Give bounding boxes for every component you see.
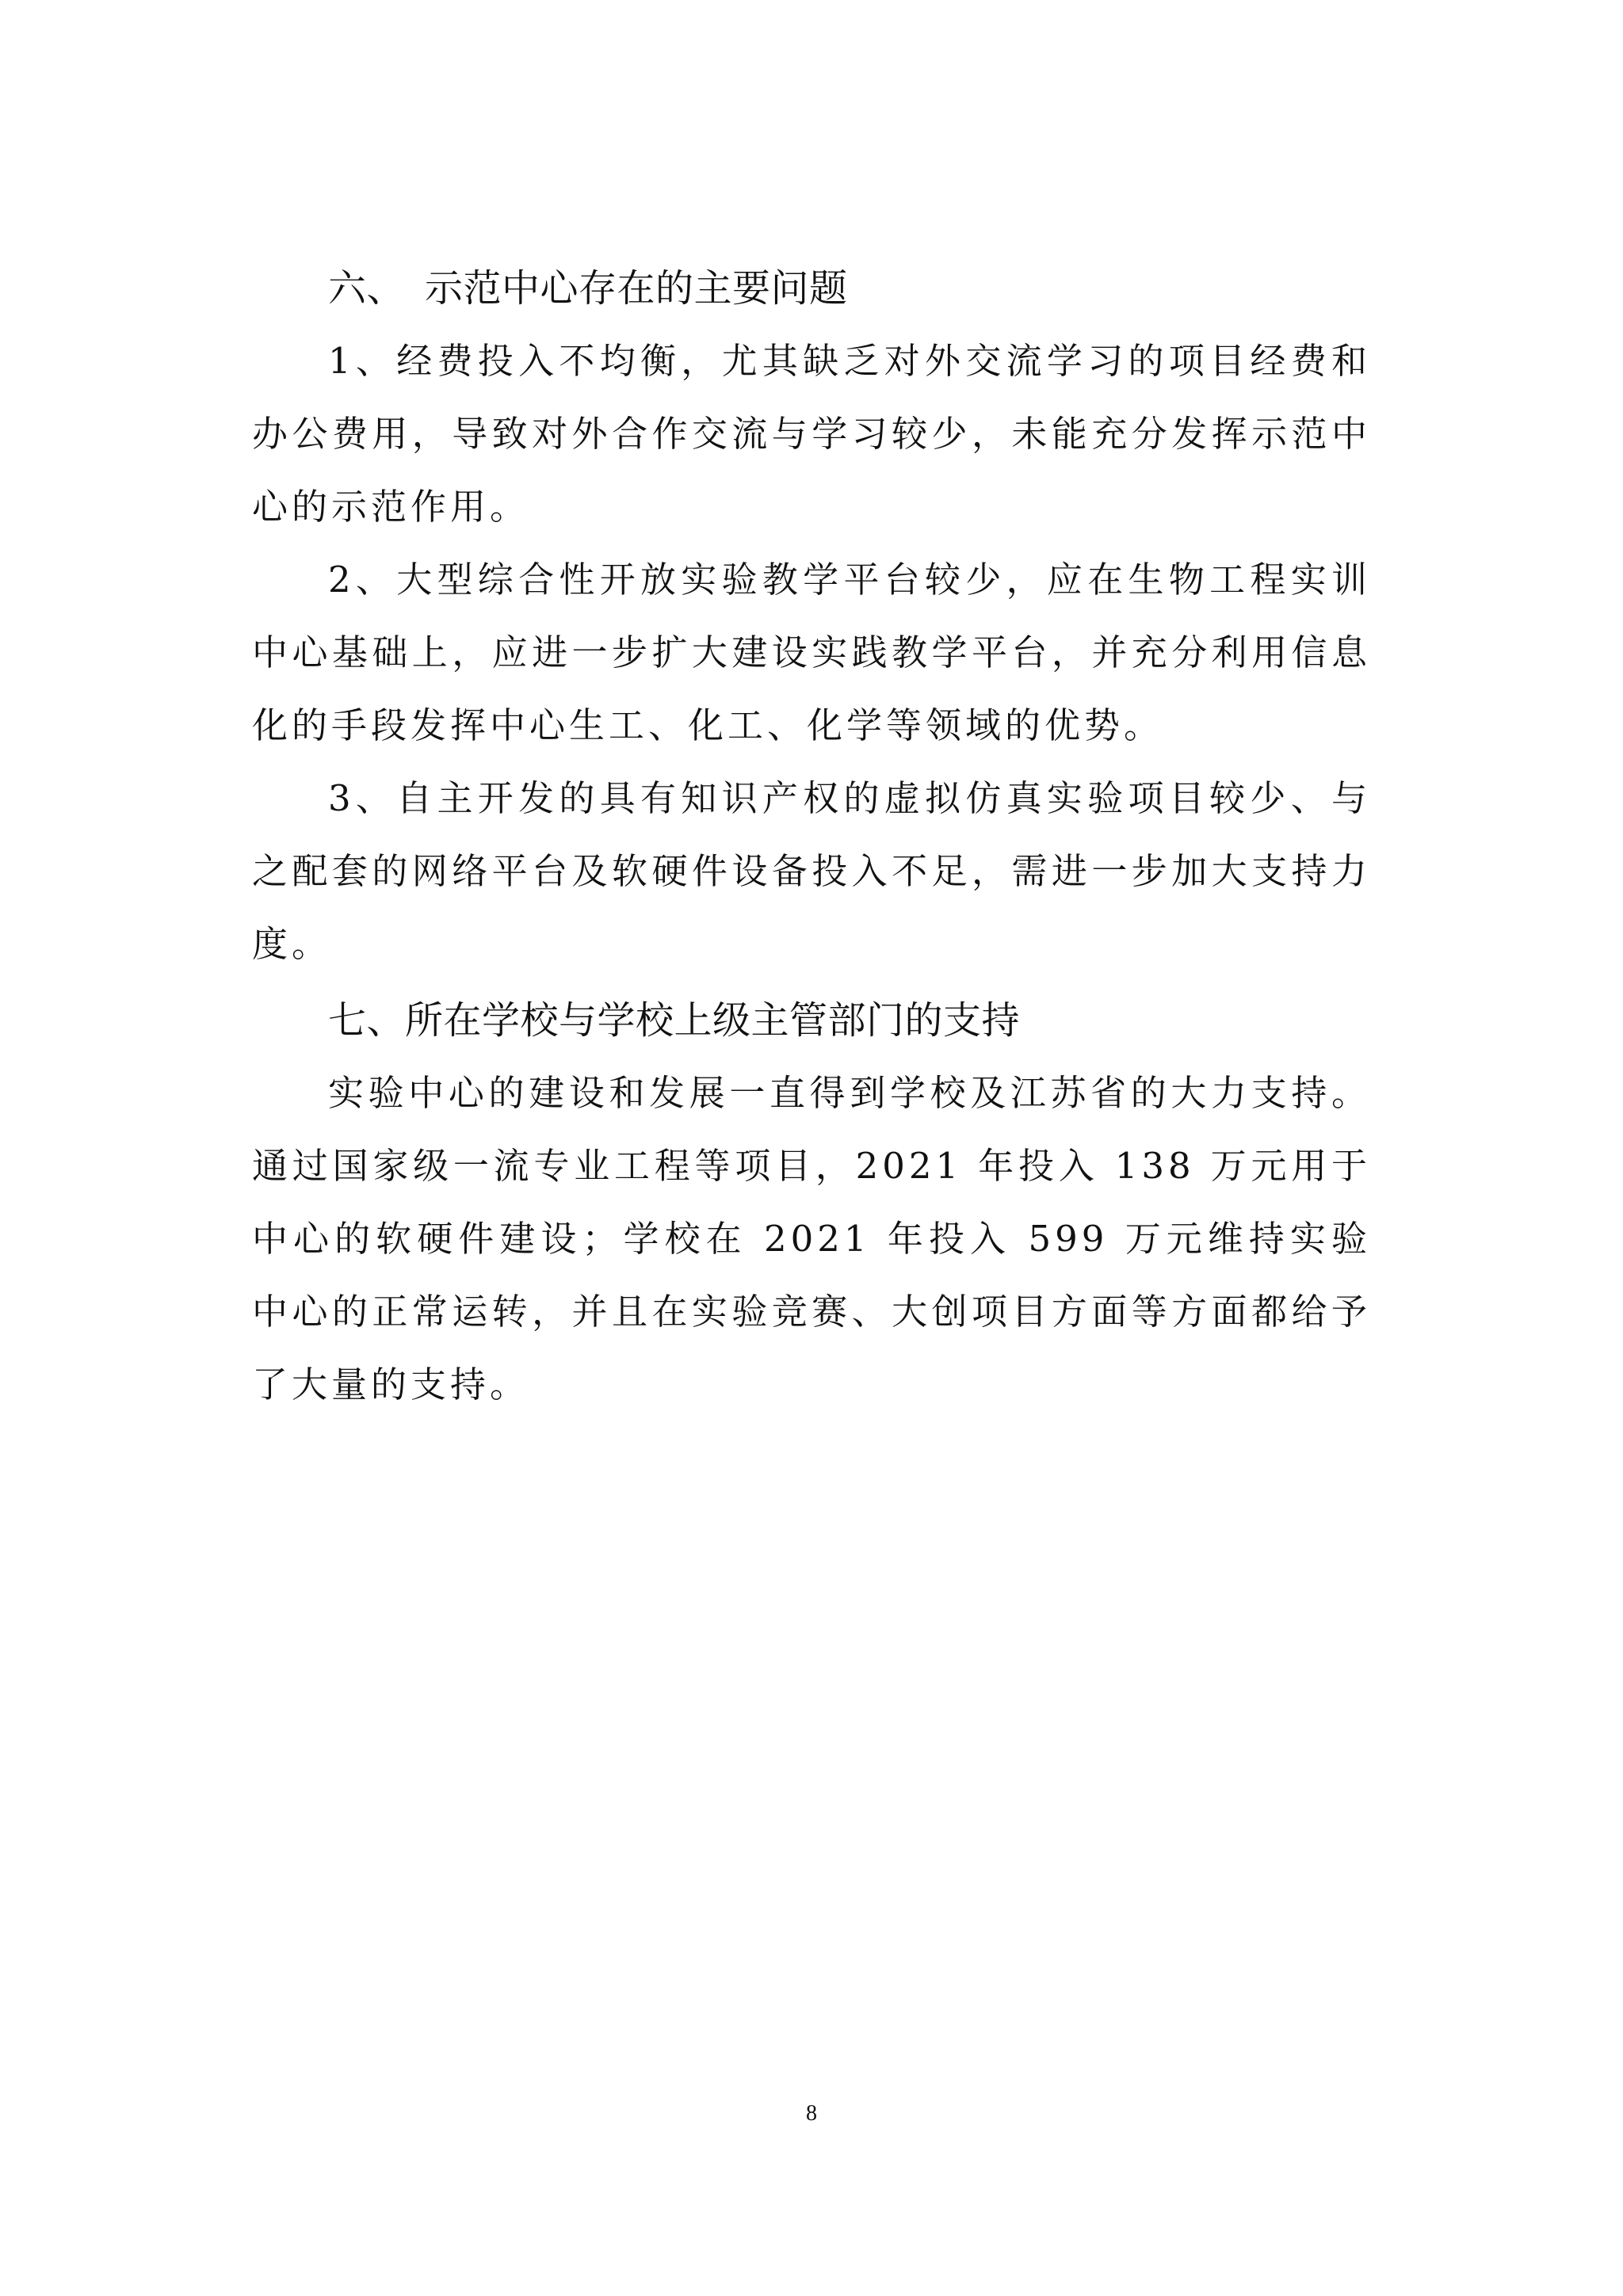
page-content [252, 252, 1371, 1421]
section-6-title: 示范中心存在的主要问题 [425, 266, 848, 311]
page-number: 8 [806, 2101, 817, 2126]
section-7-heading: 七、所在学校与学校上级主管部门的支持 [328, 998, 1021, 1043]
section-7-paragraph: 实验中心的建设和发展一直得到学校及江苏省的大力支持。通过国家级一流专业工程等项目，2021 年投入 138 万元用于中心的软硬件建设；学校在 2021 年投入 599 万元维持实验中心的正常运转，并且在实验竞赛、大创项目方面等方面都给予了大量的支持。 [252, 1072, 1371, 1405]
section-6-item-2: 2、大型综合性开放实验教学平台较少，应在生物工程实训中心基础上，应进一步扩大建设实践教学平台，并充分利用信息化的手段发挥中心生工、化工、化学等领域的优势。 [252, 559, 1371, 746]
section-6-item-1: 1、经费投入不均衡，尤其缺乏对外交流学习的项目经费和办公费用，导致对外合作交流与学习较少，未能充分发挥示范中心的示范作用。 [252, 340, 1371, 528]
section-6-heading [252, 252, 1371, 325]
section-6-item-3: 3、自主开发的具有知识产权的虚拟仿真实验项目较少、与之配套的网络平台及软硬件设备投入不足，需进一步加大支持力度。 [252, 777, 1371, 965]
section-6-number: 六、 [328, 266, 406, 311]
